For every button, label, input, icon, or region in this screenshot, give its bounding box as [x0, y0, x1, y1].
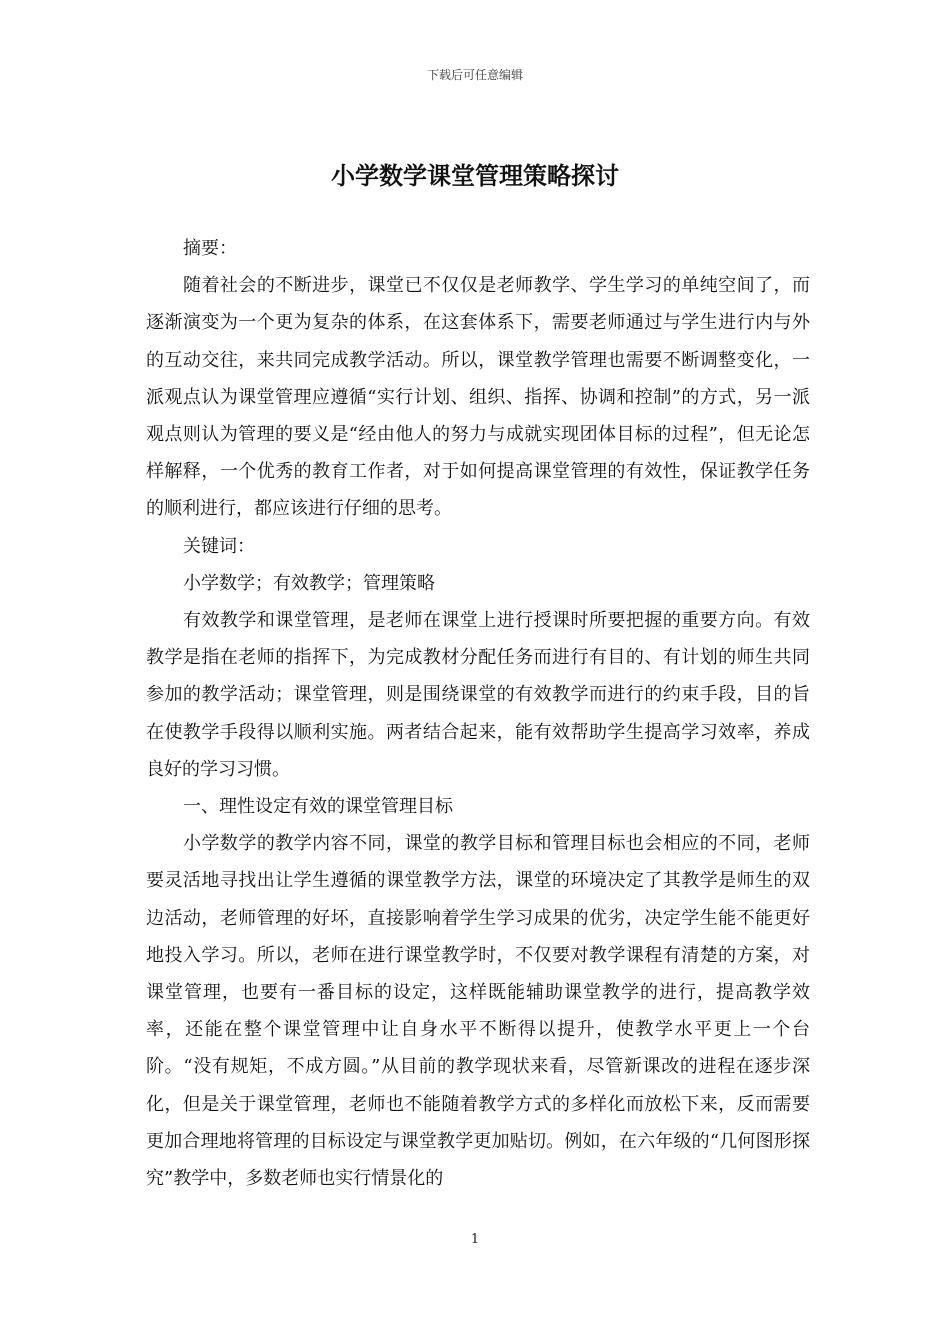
abstract-heading: 摘要： [183, 238, 237, 259]
keywords-heading: 关键词： [183, 535, 255, 557]
document-title: 小学数学课堂管理策略探讨 [331, 161, 619, 190]
document-body [146, 230, 810, 1197]
header-note: 下载后可任意编辑 [426, 68, 523, 82]
section-1-paragraph: 小学数学的教学内容不同，课堂的教学目标和管理目标也会相应的不同，老师要灵活地寻找出让学生遵循的课堂教学方法，课堂的环境决定了其教学是师生的双边活动，老师管理的好坏，直接影响着学生学习成果的优劣，决定学生能不能更好地投入学习。所以，老师在进行课堂教学时，不仅要对教学课程有清楚的方案，对课堂管理，也要有一番目标的设定，这样既能辅助课堂教学的进行，提高教学效率，还能在整个课堂管理中让自身水平不断得以提升，使教学水平更上一个台阶。“没有规矩，不成方圆。”从目前的教学现状来看，尽管新课改的进程在逐步深化，但是关于课堂管理，老师也不能随着教学方式的多样化而放松下来，反而需要更加合理地将管理的目标设定与课堂教学更加贴切。例如，在六年级的“几何图形探究”教学中，多数老师也实行情景化的 [146, 833, 810, 1190]
keywords-list: 小学数学；有效教学；管理策略 [183, 572, 435, 594]
abstract-paragraph: 随着社会的不断进步，课堂已不仅仅是老师教学、学生学习的单纯空间了，而逐渐演变为一个更为复杂的体系，在这套体系下，需要老师通过与学生进行内与外的互动交往，来共同完成教学活动。所以，课堂教学管理也需要不断调整变化，一派观点认为课堂管理应遵循“实行计划、组织、指挥、协调和控制”的方式，另一派观点则认为管理的要义是“经由他人的努力与成就实现团体目标的过程”，但无论怎样解释，一个优秀的教育工作者，对于如何提高课堂管理的有效性，保证教学任务的顺利进行，都应该进行仔细的思考。 [146, 275, 810, 520]
intro-paragraph: 有效教学和课堂管理，是老师在课堂上进行授课时所要把握的重要方向。有效教学是指在老师的指挥下，为完成教材分配任务而进行有目的、有计划的师生共同参加的教学活动；课堂管理，则是围绕课堂的有效教学而进行的约束手段，目的旨在使教学手段得以顺利实施。两者结合起来，能有效帮助学生提高学习效率，养成良好的学习习惯。 [146, 610, 810, 780]
section-heading-1: 一、理性设定有效的课堂管理目标 [183, 796, 453, 818]
page-number: 1 [470, 1232, 480, 1247]
